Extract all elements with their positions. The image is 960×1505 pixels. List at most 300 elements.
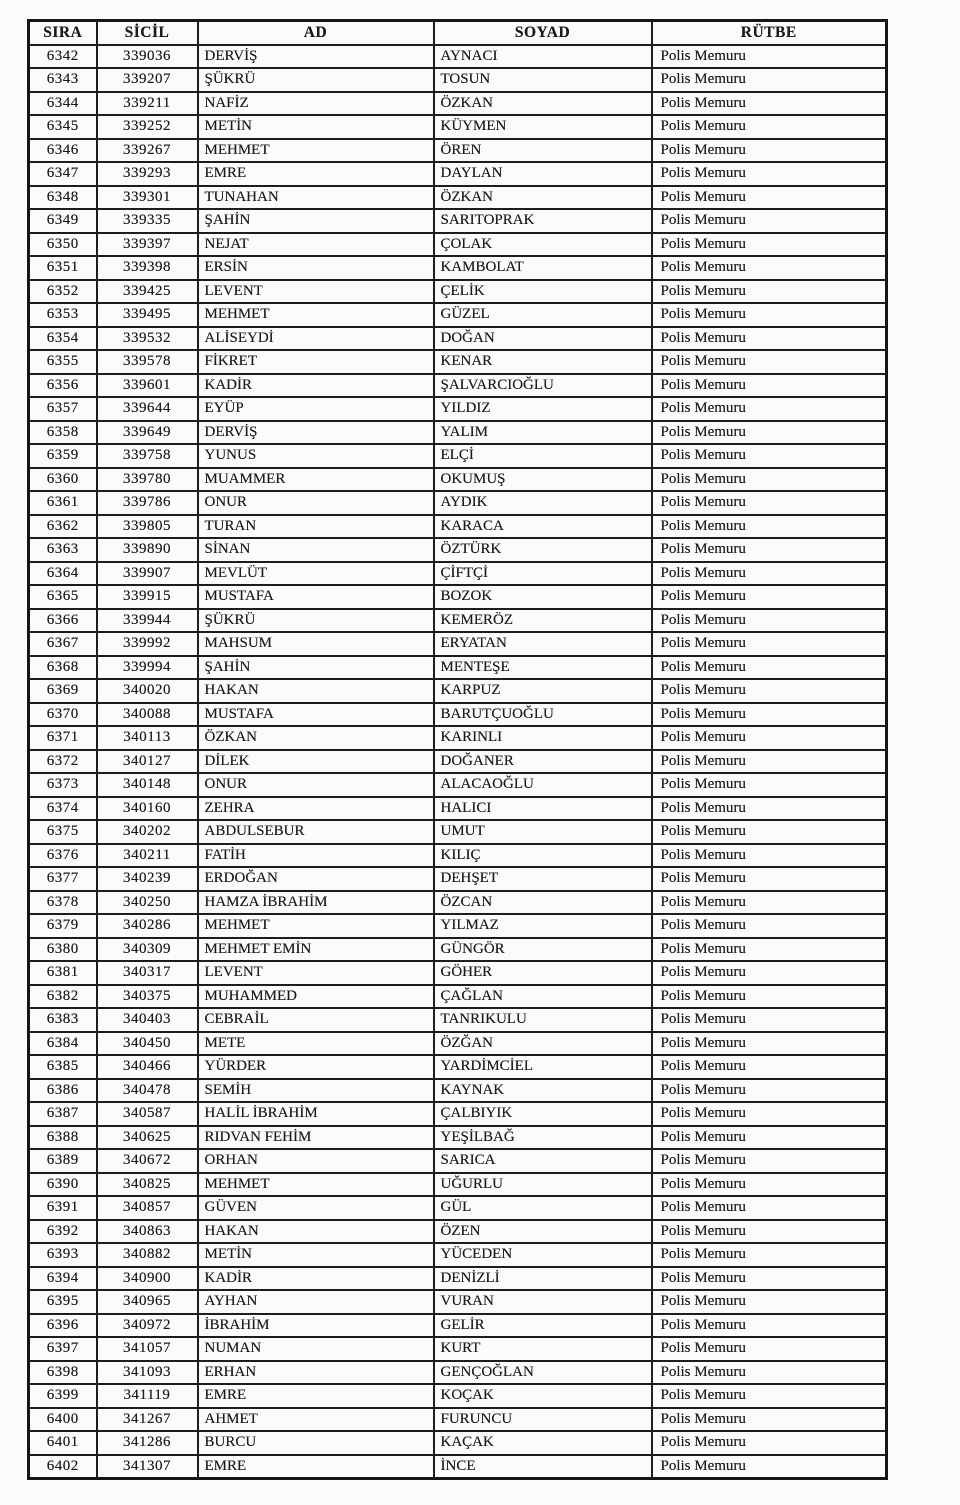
table-row bbox=[29, 45, 887, 69]
ad-cell: ŞAHİN bbox=[198, 209, 434, 233]
ad-cell: AYHAN bbox=[198, 1290, 434, 1314]
soyad-cell: ÇAĞLAN bbox=[434, 985, 652, 1009]
ad-cell: RIDVAN FEHİM bbox=[198, 1126, 434, 1150]
rutbe-cell: Polis Memuru bbox=[652, 820, 887, 844]
rutbe-cell: Polis Memuru bbox=[652, 397, 887, 421]
sicil-cell: 340088 bbox=[97, 703, 198, 727]
rutbe-cell: Polis Memuru bbox=[652, 679, 887, 703]
column-header-sicil: SİCİL bbox=[97, 21, 198, 45]
rutbe-cell: Polis Memuru bbox=[652, 914, 887, 938]
rutbe-cell: Polis Memuru bbox=[652, 961, 887, 985]
sicil-cell: 340309 bbox=[97, 938, 198, 962]
soyad-cell: ÇALBIYIK bbox=[434, 1102, 652, 1126]
rutbe-cell: Polis Memuru bbox=[652, 867, 887, 891]
soyad-cell: YILMAZ bbox=[434, 914, 652, 938]
ad-cell: TURAN bbox=[198, 515, 434, 539]
ad-cell: EMRE bbox=[198, 162, 434, 186]
table-row bbox=[29, 914, 887, 938]
soyad-cell: ÇELİK bbox=[434, 280, 652, 304]
sira-cell: 6375 bbox=[29, 820, 97, 844]
rutbe-cell: Polis Memuru bbox=[652, 797, 887, 821]
sicil-cell: 340317 bbox=[97, 961, 198, 985]
rutbe-cell: Polis Memuru bbox=[652, 1008, 887, 1032]
rutbe-cell: Polis Memuru bbox=[652, 92, 887, 116]
ad-cell: DERVİŞ bbox=[198, 45, 434, 69]
sicil-cell: 340403 bbox=[97, 1008, 198, 1032]
column-header-rutbe: RÜTBE bbox=[652, 21, 887, 45]
rutbe-cell: Polis Memuru bbox=[652, 1055, 887, 1079]
ad-cell: ALİSEYDİ bbox=[198, 327, 434, 351]
rutbe-cell: Polis Memuru bbox=[652, 139, 887, 163]
soyad-cell: KARINLI bbox=[434, 726, 652, 750]
table-row bbox=[29, 1455, 887, 1479]
rutbe-cell: Polis Memuru bbox=[652, 609, 887, 633]
sira-cell: 6369 bbox=[29, 679, 97, 703]
sicil-cell: 340202 bbox=[97, 820, 198, 844]
table-row bbox=[29, 1196, 887, 1220]
sira-cell: 6358 bbox=[29, 421, 97, 445]
sicil-cell: 340160 bbox=[97, 797, 198, 821]
soyad-cell: DEHŞET bbox=[434, 867, 652, 891]
table-row bbox=[29, 938, 887, 962]
table-row bbox=[29, 538, 887, 562]
soyad-cell: ELÇİ bbox=[434, 444, 652, 468]
sira-cell: 6381 bbox=[29, 961, 97, 985]
ad-cell: MUSTAFA bbox=[198, 703, 434, 727]
rutbe-cell: Polis Memuru bbox=[652, 45, 887, 69]
soyad-cell: ÇOLAK bbox=[434, 233, 652, 257]
sira-cell: 6345 bbox=[29, 115, 97, 139]
soyad-cell: KAMBOLAT bbox=[434, 256, 652, 280]
ad-cell: MEHMET bbox=[198, 914, 434, 938]
sicil-cell: 339780 bbox=[97, 468, 198, 492]
rutbe-cell: Polis Memuru bbox=[652, 1361, 887, 1385]
table-row bbox=[29, 1361, 887, 1385]
rutbe-cell: Polis Memuru bbox=[652, 538, 887, 562]
table-row bbox=[29, 1337, 887, 1361]
table-row bbox=[29, 139, 887, 163]
rutbe-cell: Polis Memuru bbox=[652, 773, 887, 797]
column-header-sira: SIRA bbox=[29, 21, 97, 45]
table-row bbox=[29, 233, 887, 257]
ad-cell: LEVENT bbox=[198, 280, 434, 304]
sicil-cell: 339398 bbox=[97, 256, 198, 280]
ad-cell: AHMET bbox=[198, 1408, 434, 1432]
table-row bbox=[29, 468, 887, 492]
sira-cell: 6364 bbox=[29, 562, 97, 586]
rutbe-cell: Polis Memuru bbox=[652, 726, 887, 750]
sicil-cell: 340625 bbox=[97, 1126, 198, 1150]
table-row bbox=[29, 1126, 887, 1150]
rutbe-cell: Polis Memuru bbox=[652, 1173, 887, 1197]
sira-cell: 6400 bbox=[29, 1408, 97, 1432]
sira-cell: 6371 bbox=[29, 726, 97, 750]
sicil-cell: 339495 bbox=[97, 303, 198, 327]
table-row bbox=[29, 985, 887, 1009]
sicil-cell: 341057 bbox=[97, 1337, 198, 1361]
ad-cell: TUNAHAN bbox=[198, 186, 434, 210]
sira-cell: 6351 bbox=[29, 256, 97, 280]
ad-cell: ORHAN bbox=[198, 1149, 434, 1173]
sicil-cell: 339758 bbox=[97, 444, 198, 468]
ad-cell: FİKRET bbox=[198, 350, 434, 374]
rutbe-cell: Polis Memuru bbox=[652, 1267, 887, 1291]
sicil-cell: 339992 bbox=[97, 632, 198, 656]
sicil-cell: 339601 bbox=[97, 374, 198, 398]
table-row bbox=[29, 444, 887, 468]
sicil-cell: 339267 bbox=[97, 139, 198, 163]
sicil-cell: 340672 bbox=[97, 1149, 198, 1173]
soyad-cell: DAYLAN bbox=[434, 162, 652, 186]
sicil-cell: 340965 bbox=[97, 1290, 198, 1314]
sira-cell: 6377 bbox=[29, 867, 97, 891]
rutbe-cell: Polis Memuru bbox=[652, 750, 887, 774]
soyad-cell: DENİZLİ bbox=[434, 1267, 652, 1291]
sira-cell: 6366 bbox=[29, 609, 97, 633]
sicil-cell: 340375 bbox=[97, 985, 198, 1009]
table-row bbox=[29, 679, 887, 703]
sicil-cell: 341307 bbox=[97, 1455, 198, 1479]
table-row bbox=[29, 280, 887, 304]
rutbe-cell: Polis Memuru bbox=[652, 656, 887, 680]
soyad-cell: AYNACI bbox=[434, 45, 652, 69]
rutbe-cell: Polis Memuru bbox=[652, 115, 887, 139]
ad-cell: KADİR bbox=[198, 374, 434, 398]
sicil-cell: 340020 bbox=[97, 679, 198, 703]
sira-cell: 6342 bbox=[29, 45, 97, 69]
ad-cell: HAMZA İBRAHİM bbox=[198, 891, 434, 915]
personnel-table bbox=[27, 19, 888, 1480]
soyad-cell: DOĞAN bbox=[434, 327, 652, 351]
sicil-cell: 340825 bbox=[97, 1173, 198, 1197]
soyad-cell: KOÇAK bbox=[434, 1384, 652, 1408]
rutbe-cell: Polis Memuru bbox=[652, 444, 887, 468]
ad-cell: ONUR bbox=[198, 491, 434, 515]
ad-cell: ŞÜKRÜ bbox=[198, 609, 434, 633]
rutbe-cell: Polis Memuru bbox=[652, 1431, 887, 1455]
table-row bbox=[29, 1314, 887, 1338]
soyad-cell: KAÇAK bbox=[434, 1431, 652, 1455]
rutbe-cell: Polis Memuru bbox=[652, 562, 887, 586]
ad-cell: MEHMET EMİN bbox=[198, 938, 434, 962]
sira-cell: 6355 bbox=[29, 350, 97, 374]
sira-cell: 6344 bbox=[29, 92, 97, 116]
ad-cell: MEHMET bbox=[198, 139, 434, 163]
sira-cell: 6370 bbox=[29, 703, 97, 727]
soyad-cell: BOZOK bbox=[434, 585, 652, 609]
table-row bbox=[29, 303, 887, 327]
soyad-cell: SARICA bbox=[434, 1149, 652, 1173]
sicil-cell: 339036 bbox=[97, 45, 198, 69]
soyad-cell: ÖZKAN bbox=[434, 92, 652, 116]
sira-cell: 6361 bbox=[29, 491, 97, 515]
ad-cell: MUHAMMED bbox=[198, 985, 434, 1009]
soyad-cell: KÜYMEN bbox=[434, 115, 652, 139]
sira-cell: 6374 bbox=[29, 797, 97, 821]
table-row bbox=[29, 1431, 887, 1455]
sira-cell: 6350 bbox=[29, 233, 97, 257]
sira-cell: 6365 bbox=[29, 585, 97, 609]
table-row bbox=[29, 1384, 887, 1408]
sira-cell: 6367 bbox=[29, 632, 97, 656]
table-row bbox=[29, 1032, 887, 1056]
soyad-cell: TANRIKULU bbox=[434, 1008, 652, 1032]
sira-cell: 6402 bbox=[29, 1455, 97, 1479]
ad-cell: EMRE bbox=[198, 1455, 434, 1479]
soyad-cell: KAYNAK bbox=[434, 1079, 652, 1103]
ad-cell: İBRAHİM bbox=[198, 1314, 434, 1338]
table-row bbox=[29, 1220, 887, 1244]
rutbe-cell: Polis Memuru bbox=[652, 68, 887, 92]
table-row bbox=[29, 397, 887, 421]
sira-cell: 6380 bbox=[29, 938, 97, 962]
sicil-cell: 340286 bbox=[97, 914, 198, 938]
rutbe-cell: Polis Memuru bbox=[652, 585, 887, 609]
ad-cell: DERVİŞ bbox=[198, 421, 434, 445]
sicil-cell: 339649 bbox=[97, 421, 198, 445]
sira-cell: 6357 bbox=[29, 397, 97, 421]
ad-cell: ERHAN bbox=[198, 1361, 434, 1385]
sicil-cell: 339994 bbox=[97, 656, 198, 680]
sicil-cell: 340127 bbox=[97, 750, 198, 774]
rutbe-cell: Polis Memuru bbox=[652, 1149, 887, 1173]
rutbe-cell: Polis Memuru bbox=[652, 491, 887, 515]
ad-cell: LEVENT bbox=[198, 961, 434, 985]
table-row bbox=[29, 609, 887, 633]
ad-cell: SEMİH bbox=[198, 1079, 434, 1103]
sira-cell: 6346 bbox=[29, 139, 97, 163]
rutbe-cell: Polis Memuru bbox=[652, 515, 887, 539]
ad-cell: METİN bbox=[198, 115, 434, 139]
ad-cell: ÖZKAN bbox=[198, 726, 434, 750]
ad-cell: YÜRDER bbox=[198, 1055, 434, 1079]
table-row bbox=[29, 1149, 887, 1173]
soyad-cell: ÖZĞAN bbox=[434, 1032, 652, 1056]
sicil-cell: 339293 bbox=[97, 162, 198, 186]
sira-cell: 6401 bbox=[29, 1431, 97, 1455]
rutbe-cell: Polis Memuru bbox=[652, 256, 887, 280]
table-row bbox=[29, 515, 887, 539]
sira-cell: 6356 bbox=[29, 374, 97, 398]
sicil-cell: 339425 bbox=[97, 280, 198, 304]
sicil-cell: 340882 bbox=[97, 1243, 198, 1267]
soyad-cell: HALICI bbox=[434, 797, 652, 821]
ad-cell: NEJAT bbox=[198, 233, 434, 257]
sira-cell: 6397 bbox=[29, 1337, 97, 1361]
soyad-cell: YÜCEDEN bbox=[434, 1243, 652, 1267]
sira-cell: 6347 bbox=[29, 162, 97, 186]
table-row bbox=[29, 867, 887, 891]
ad-cell: KADİR bbox=[198, 1267, 434, 1291]
sicil-cell: 340211 bbox=[97, 844, 198, 868]
rutbe-cell: Polis Memuru bbox=[652, 985, 887, 1009]
table-row bbox=[29, 186, 887, 210]
soyad-cell: ERYATAN bbox=[434, 632, 652, 656]
sicil-cell: 339907 bbox=[97, 562, 198, 586]
rutbe-cell: Polis Memuru bbox=[652, 1337, 887, 1361]
ad-cell: CEBRAİL bbox=[198, 1008, 434, 1032]
rutbe-cell: Polis Memuru bbox=[652, 938, 887, 962]
ad-cell: MEHMET bbox=[198, 303, 434, 327]
table-row bbox=[29, 703, 887, 727]
soyad-cell: DOĞANER bbox=[434, 750, 652, 774]
ad-cell: HAKAN bbox=[198, 679, 434, 703]
sira-cell: 6383 bbox=[29, 1008, 97, 1032]
table-row bbox=[29, 1102, 887, 1126]
rutbe-cell: Polis Memuru bbox=[652, 1408, 887, 1432]
rutbe-cell: Polis Memuru bbox=[652, 1384, 887, 1408]
soyad-cell: KURT bbox=[434, 1337, 652, 1361]
sicil-cell: 339211 bbox=[97, 92, 198, 116]
rutbe-cell: Polis Memuru bbox=[652, 421, 887, 445]
table-row bbox=[29, 421, 887, 445]
sira-cell: 6384 bbox=[29, 1032, 97, 1056]
sira-cell: 6393 bbox=[29, 1243, 97, 1267]
sicil-cell: 339301 bbox=[97, 186, 198, 210]
rutbe-cell: Polis Memuru bbox=[652, 1196, 887, 1220]
rutbe-cell: Polis Memuru bbox=[652, 186, 887, 210]
table-row bbox=[29, 632, 887, 656]
table-header bbox=[29, 21, 887, 45]
rutbe-cell: Polis Memuru bbox=[652, 209, 887, 233]
sira-cell: 6368 bbox=[29, 656, 97, 680]
soyad-cell: KARACA bbox=[434, 515, 652, 539]
rutbe-cell: Polis Memuru bbox=[652, 374, 887, 398]
rutbe-cell: Polis Memuru bbox=[652, 303, 887, 327]
table-row bbox=[29, 844, 887, 868]
ad-cell: MEVLÜT bbox=[198, 562, 434, 586]
rutbe-cell: Polis Memuru bbox=[652, 632, 887, 656]
soyad-cell: ÖZKAN bbox=[434, 186, 652, 210]
sicil-cell: 339915 bbox=[97, 585, 198, 609]
table-row bbox=[29, 350, 887, 374]
soyad-cell: UĞURLU bbox=[434, 1173, 652, 1197]
rutbe-cell: Polis Memuru bbox=[652, 280, 887, 304]
ad-cell: ABDULSEBUR bbox=[198, 820, 434, 844]
sira-cell: 6382 bbox=[29, 985, 97, 1009]
sicil-cell: 341093 bbox=[97, 1361, 198, 1385]
soyad-cell: MENTEŞE bbox=[434, 656, 652, 680]
sira-cell: 6389 bbox=[29, 1149, 97, 1173]
ad-cell: NUMAN bbox=[198, 1337, 434, 1361]
sira-cell: 6343 bbox=[29, 68, 97, 92]
table-row bbox=[29, 773, 887, 797]
header-row bbox=[29, 21, 887, 45]
sira-cell: 6378 bbox=[29, 891, 97, 915]
soyad-cell: GELİR bbox=[434, 1314, 652, 1338]
sicil-cell: 340250 bbox=[97, 891, 198, 915]
ad-cell: MUAMMER bbox=[198, 468, 434, 492]
soyad-cell: TOSUN bbox=[434, 68, 652, 92]
sicil-cell: 339805 bbox=[97, 515, 198, 539]
sicil-cell: 339532 bbox=[97, 327, 198, 351]
sira-cell: 6390 bbox=[29, 1173, 97, 1197]
table-row bbox=[29, 491, 887, 515]
sicil-cell: 340148 bbox=[97, 773, 198, 797]
rutbe-cell: Polis Memuru bbox=[652, 1290, 887, 1314]
soyad-cell: ÇİFTÇİ bbox=[434, 562, 652, 586]
rutbe-cell: Polis Memuru bbox=[652, 891, 887, 915]
column-header-soyad: SOYAD bbox=[434, 21, 652, 45]
table-row bbox=[29, 726, 887, 750]
soyad-cell: GÜNGÖR bbox=[434, 938, 652, 962]
soyad-cell: YARDİMCİEL bbox=[434, 1055, 652, 1079]
ad-cell: ŞAHİN bbox=[198, 656, 434, 680]
sira-cell: 6362 bbox=[29, 515, 97, 539]
sira-cell: 6392 bbox=[29, 1220, 97, 1244]
sira-cell: 6386 bbox=[29, 1079, 97, 1103]
table-row bbox=[29, 209, 887, 233]
table-row bbox=[29, 656, 887, 680]
soyad-cell: YILDIZ bbox=[434, 397, 652, 421]
sicil-cell: 340478 bbox=[97, 1079, 198, 1103]
soyad-cell: KARPUZ bbox=[434, 679, 652, 703]
soyad-cell: ÖREN bbox=[434, 139, 652, 163]
rutbe-cell: Polis Memuru bbox=[652, 1032, 887, 1056]
sicil-cell: 340239 bbox=[97, 867, 198, 891]
sira-cell: 6363 bbox=[29, 538, 97, 562]
soyad-cell: GÜL bbox=[434, 1196, 652, 1220]
column-header-ad: AD bbox=[198, 21, 434, 45]
sira-cell: 6373 bbox=[29, 773, 97, 797]
rutbe-cell: Polis Memuru bbox=[652, 350, 887, 374]
ad-cell: ERDOĞAN bbox=[198, 867, 434, 891]
table-row bbox=[29, 374, 887, 398]
ad-cell: BURCU bbox=[198, 1431, 434, 1455]
ad-cell: MAHSUM bbox=[198, 632, 434, 656]
sicil-cell: 339644 bbox=[97, 397, 198, 421]
table-row bbox=[29, 327, 887, 351]
table-row bbox=[29, 1408, 887, 1432]
soyad-cell: YEŞİLBAĞ bbox=[434, 1126, 652, 1150]
soyad-cell: UMUT bbox=[434, 820, 652, 844]
sira-cell: 6396 bbox=[29, 1314, 97, 1338]
sira-cell: 6388 bbox=[29, 1126, 97, 1150]
table-row bbox=[29, 256, 887, 280]
rutbe-cell: Polis Memuru bbox=[652, 468, 887, 492]
sira-cell: 6360 bbox=[29, 468, 97, 492]
sira-cell: 6399 bbox=[29, 1384, 97, 1408]
table-row bbox=[29, 1290, 887, 1314]
sira-cell: 6394 bbox=[29, 1267, 97, 1291]
sicil-cell: 340587 bbox=[97, 1102, 198, 1126]
rutbe-cell: Polis Memuru bbox=[652, 327, 887, 351]
table-row bbox=[29, 961, 887, 985]
sicil-cell: 340863 bbox=[97, 1220, 198, 1244]
table-row bbox=[29, 92, 887, 116]
sira-cell: 6359 bbox=[29, 444, 97, 468]
sicil-cell: 340466 bbox=[97, 1055, 198, 1079]
table-row bbox=[29, 115, 887, 139]
soyad-cell: ÖZTÜRK bbox=[434, 538, 652, 562]
sira-cell: 6372 bbox=[29, 750, 97, 774]
sira-cell: 6352 bbox=[29, 280, 97, 304]
soyad-cell: GENÇOĞLAN bbox=[434, 1361, 652, 1385]
table-row bbox=[29, 1055, 887, 1079]
sicil-cell: 340857 bbox=[97, 1196, 198, 1220]
sicil-cell: 339890 bbox=[97, 538, 198, 562]
table-row bbox=[29, 1008, 887, 1032]
sicil-cell: 339207 bbox=[97, 68, 198, 92]
ad-cell: NAFİZ bbox=[198, 92, 434, 116]
table-row bbox=[29, 1243, 887, 1267]
rutbe-cell: Polis Memuru bbox=[652, 1102, 887, 1126]
soyad-cell: AYDIK bbox=[434, 491, 652, 515]
ad-cell: DİLEK bbox=[198, 750, 434, 774]
soyad-cell: GÜZEL bbox=[434, 303, 652, 327]
sira-cell: 6385 bbox=[29, 1055, 97, 1079]
rutbe-cell: Polis Memuru bbox=[652, 233, 887, 257]
